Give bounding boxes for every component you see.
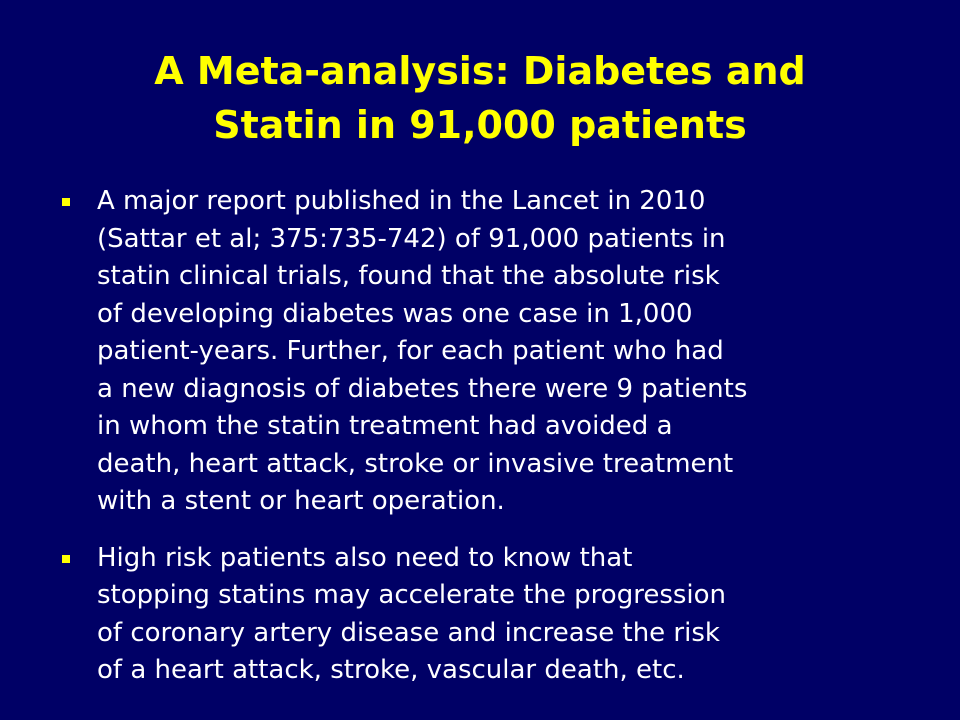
bullet-text <box>97 183 912 521</box>
bullet-list <box>62 183 912 709</box>
bullet-line: patient-years. Further, for each patient who had <box>97 336 724 366</box>
slide-title <box>40 44 920 152</box>
title-line: A Meta-analysis: Diabetes and <box>154 49 806 93</box>
bullet-line: a new diagnosis of diabetes there were 9 patients <box>97 373 748 404</box>
bullet-item-lancet-report <box>62 183 912 521</box>
square-bullet-icon <box>62 555 70 563</box>
bullet-line: statin clinical trials, found that the absolute risk <box>97 261 720 291</box>
bullet-line: stopping statins may accelerate the progression <box>97 580 727 610</box>
bullet-item-high-risk <box>62 540 912 690</box>
bullet-line: of developing diabetes was one case in 1,000 <box>97 298 693 329</box>
bullet-text <box>97 540 912 690</box>
bullet-line: in whom the statin treatment had avoided a <box>97 411 673 441</box>
bullet-line: (Sattar et al; 375:735-742) of 91,000 patients in <box>97 223 726 254</box>
square-bullet-icon <box>62 198 70 206</box>
bullet-line: High risk patients also need to know that <box>97 542 633 573</box>
bullet-line: A major report published in the Lancet in 2010 <box>97 186 706 216</box>
bullet-line: of a heart attack, stroke, vascular death, etc. <box>97 655 685 685</box>
bullet-line: of coronary artery disease and increase the risk <box>97 617 720 648</box>
bullet-line: with a stent or heart operation. <box>97 486 505 516</box>
bullet-line: death, heart attack, stroke or invasive treatment <box>97 448 734 479</box>
title-line: Statin in 91,000 patients <box>213 103 747 147</box>
